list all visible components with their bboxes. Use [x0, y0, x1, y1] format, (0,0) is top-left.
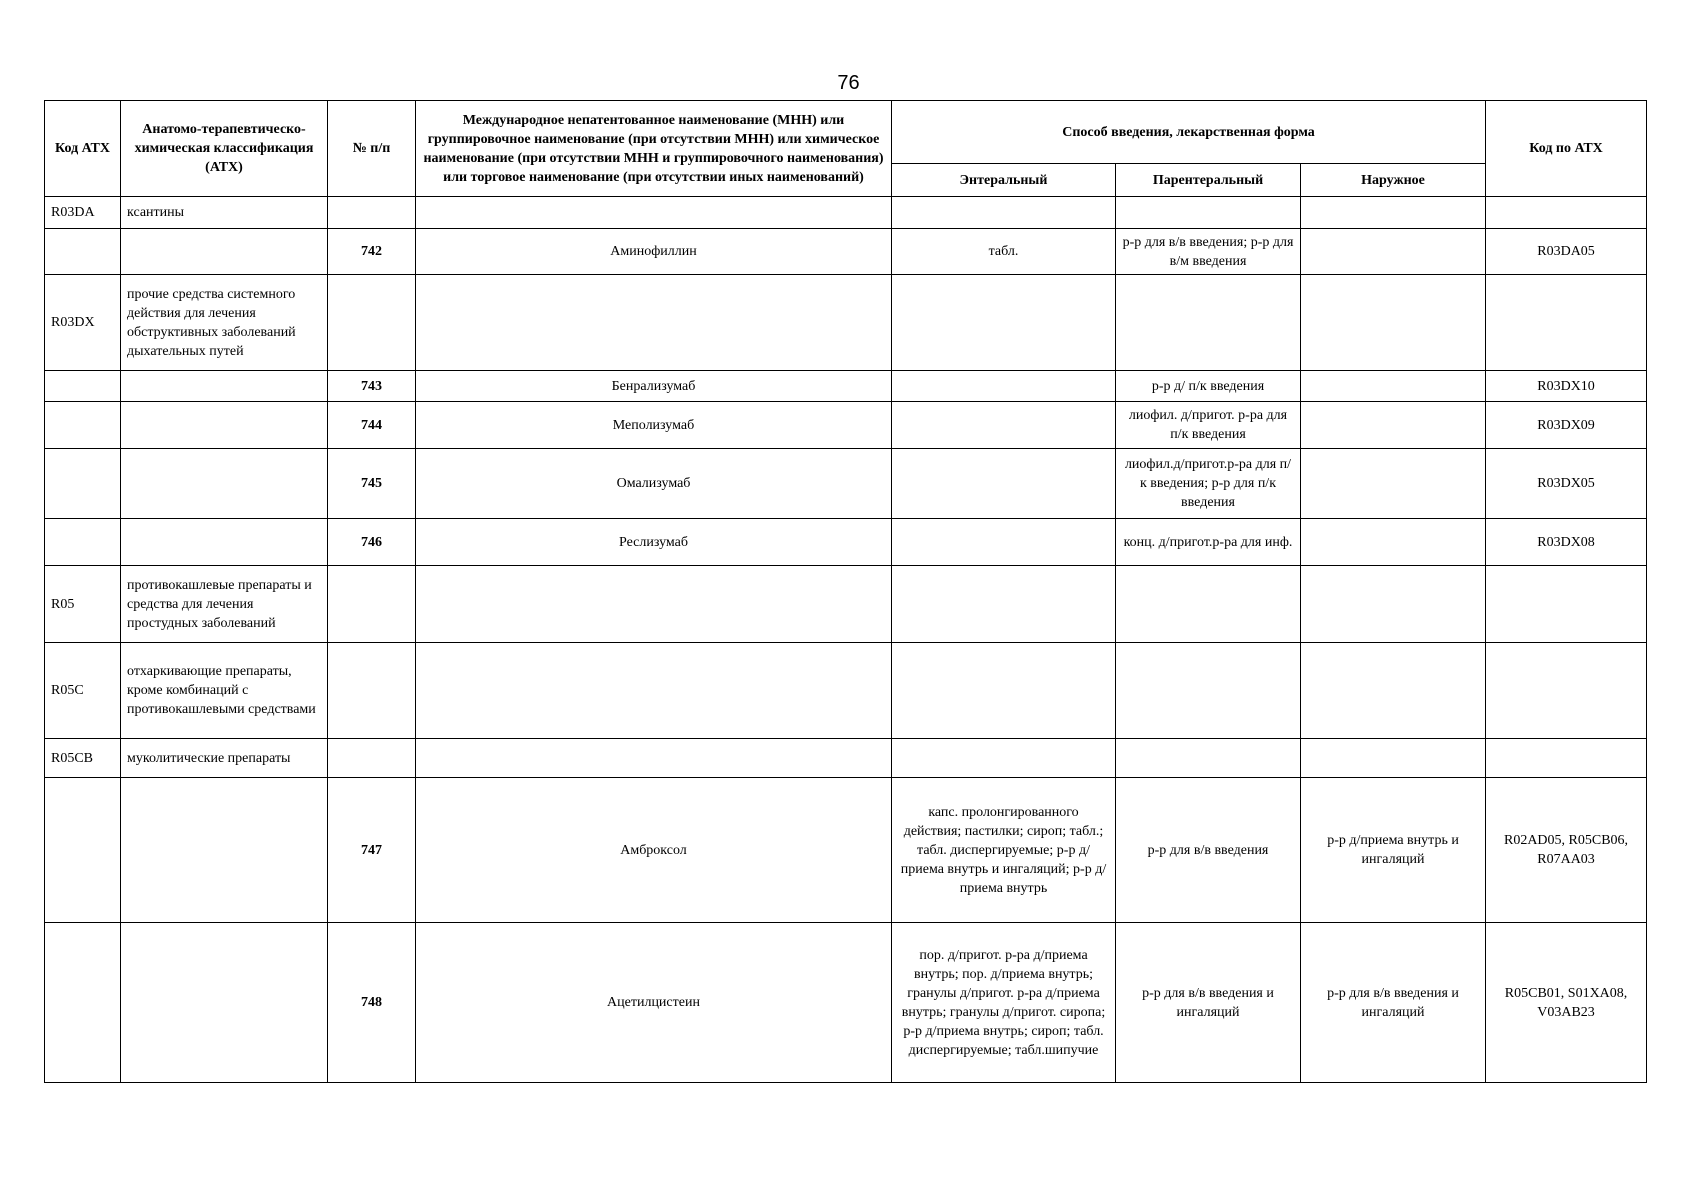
atc-code-cell: [45, 371, 121, 402]
parenteral-cell: р-р д/ п/к введения: [1116, 371, 1301, 402]
number-cell: 747: [328, 778, 416, 923]
number-cell: 748: [328, 923, 416, 1083]
enteral-cell: [892, 739, 1116, 778]
table-row: [45, 371, 1647, 402]
enteral-cell: [892, 449, 1116, 519]
atc-code-cell: [45, 229, 121, 275]
atc-ref-cell: [1486, 275, 1647, 371]
atc-class-cell: муколитические препараты: [121, 739, 328, 778]
table-row: [45, 449, 1647, 519]
drug-name-cell: Ацетилцистеин: [416, 923, 892, 1083]
external-cell: [1301, 519, 1486, 566]
atc-class-cell: [121, 778, 328, 923]
enteral-cell: [892, 566, 1116, 643]
atc-ref-cell: [1486, 643, 1647, 739]
parenteral-cell: конц. д/пригот.р-ра для инф.: [1116, 519, 1301, 566]
external-cell: [1301, 566, 1486, 643]
table-row: [45, 778, 1647, 923]
external-cell: [1301, 643, 1486, 739]
table-row: [45, 197, 1647, 229]
atc-code-cell: [45, 923, 121, 1083]
drug-table: [44, 100, 1647, 1083]
drug-name-cell: Амброксол: [416, 778, 892, 923]
atc-ref-cell: [1486, 739, 1647, 778]
number-cell: [328, 197, 416, 229]
atc-class-cell: прочие средства системного действия для лечения обструктивных заболеваний дыхательных путей: [121, 275, 328, 371]
header-atc-code: Код АТХ: [45, 101, 121, 197]
table-row: [45, 402, 1647, 449]
drug-name-cell: Меполизумаб: [416, 402, 892, 449]
enteral-cell: [892, 519, 1116, 566]
number-cell: 743: [328, 371, 416, 402]
atc-ref-cell: R03DA05: [1486, 229, 1647, 275]
atc-ref-cell: [1486, 566, 1647, 643]
atc-code-cell: [45, 519, 121, 566]
atc-ref-cell: R03DX09: [1486, 402, 1647, 449]
drug-name-cell: [416, 197, 892, 229]
number-cell: [328, 275, 416, 371]
external-cell: [1301, 739, 1486, 778]
atc-code-cell: [45, 449, 121, 519]
number-cell: [328, 643, 416, 739]
table-row: [45, 643, 1647, 739]
atc-ref-cell: R02AD05, R05CB06, R07AA03: [1486, 778, 1647, 923]
table-row: [45, 275, 1647, 371]
atc-class-cell: [121, 923, 328, 1083]
atc-class-cell: отхаркивающие препараты, кроме комбинаций с противокашлевыми средствами: [121, 643, 328, 739]
header-external: Наружное: [1301, 164, 1486, 197]
atc-class-cell: [121, 449, 328, 519]
external-cell: р-р д/приема внутрь и ингаляций: [1301, 778, 1486, 923]
number-cell: [328, 566, 416, 643]
external-cell: [1301, 402, 1486, 449]
table-row: [45, 229, 1647, 275]
external-cell: [1301, 197, 1486, 229]
drug-name-cell: Реслизумаб: [416, 519, 892, 566]
parenteral-cell: р-р для в/в введения и ингаляций: [1116, 923, 1301, 1083]
drug-name-cell: [416, 643, 892, 739]
atc-code-cell: [45, 402, 121, 449]
atc-code-cell: R03DX: [45, 275, 121, 371]
header-parenteral: Парентеральный: [1116, 164, 1301, 197]
enteral-cell: [892, 371, 1116, 402]
drug-name-cell: Омализумаб: [416, 449, 892, 519]
enteral-cell: пор. д/пригот. р-ра д/приема внутрь; пор. д/приема внутрь; гранулы д/пригот. р-ра д/приема внутрь; гранулы д/пригот. сиропа; р-р д/приема внутрь; сироп; табл. диспергируемые; табл.шипучие: [892, 923, 1116, 1083]
external-cell: [1301, 275, 1486, 371]
atc-class-cell: [121, 229, 328, 275]
enteral-cell: табл.: [892, 229, 1116, 275]
table-row: [45, 923, 1647, 1083]
header-enteral: Энтеральный: [892, 164, 1116, 197]
drug-name-cell: [416, 275, 892, 371]
header-atc-code-ref: Код по АТХ: [1486, 101, 1647, 197]
atc-code-cell: R03DA: [45, 197, 121, 229]
drug-name-cell: [416, 566, 892, 643]
parenteral-cell: [1116, 566, 1301, 643]
drug-name-cell: Аминофиллин: [416, 229, 892, 275]
drug-name-cell: [416, 739, 892, 778]
parenteral-cell: [1116, 275, 1301, 371]
header-atc-class: Анатомо-терапевтическо-химическая классификация (АТХ): [121, 101, 328, 197]
parenteral-cell: р-р для в/в введения; р-р для в/м введения: [1116, 229, 1301, 275]
atc-ref-cell: [1486, 197, 1647, 229]
atc-ref-cell: R03DX10: [1486, 371, 1647, 402]
table-body: [45, 197, 1647, 1083]
atc-class-cell: [121, 402, 328, 449]
atc-ref-cell: R03DX08: [1486, 519, 1647, 566]
enteral-cell: [892, 643, 1116, 739]
number-cell: 742: [328, 229, 416, 275]
atc-class-cell: [121, 519, 328, 566]
table-row: [45, 739, 1647, 778]
parenteral-cell: р-р для в/в введения: [1116, 778, 1301, 923]
atc-ref-cell: R03DX05: [1486, 449, 1647, 519]
drug-name-cell: Бенрализумаб: [416, 371, 892, 402]
external-cell: [1301, 449, 1486, 519]
parenteral-cell: лиофил.д/пригот.р-ра для п/к введения; р-р для п/к введения: [1116, 449, 1301, 519]
external-cell: [1301, 229, 1486, 275]
header-name: Международное непатентованное наименование (МНН) или группировочное наименование (при отсутствии МНН) или химическое наименование (при отсутствии МНН и группировочного наименования) или торговое наименование (при отсутствии иных наименований): [416, 101, 892, 197]
atc-code-cell: R05: [45, 566, 121, 643]
header-number: № п/п: [328, 101, 416, 197]
atc-class-cell: ксантины: [121, 197, 328, 229]
number-cell: 745: [328, 449, 416, 519]
atc-class-cell: [121, 371, 328, 402]
number-cell: [328, 739, 416, 778]
enteral-cell: [892, 275, 1116, 371]
atc-code-cell: [45, 778, 121, 923]
header-route: Способ введения, лекарственная форма: [892, 101, 1486, 164]
parenteral-cell: [1116, 739, 1301, 778]
parenteral-cell: лиофил. д/пригот. р-ра для п/к введения: [1116, 402, 1301, 449]
enteral-cell: [892, 402, 1116, 449]
enteral-cell: [892, 197, 1116, 229]
enteral-cell: капс. пролонгированного действия; пастилки; сироп; табл.; табл. диспергируемые; р-р д/приема внутрь и ингаляций; р-р д/приема внутрь: [892, 778, 1116, 923]
external-cell: [1301, 371, 1486, 402]
number-cell: 746: [328, 519, 416, 566]
page-number: 76: [837, 72, 860, 94]
table-row: [45, 519, 1647, 566]
atc-code-cell: R05C: [45, 643, 121, 739]
table-row: [45, 566, 1647, 643]
atc-code-cell: R05CB: [45, 739, 121, 778]
number-cell: 744: [328, 402, 416, 449]
parenteral-cell: [1116, 643, 1301, 739]
parenteral-cell: [1116, 197, 1301, 229]
atc-ref-cell: R05CB01, S01XA08, V03AB23: [1486, 923, 1647, 1083]
atc-class-cell: противокашлевые препараты и средства для лечения простудных заболеваний: [121, 566, 328, 643]
external-cell: р-р для в/в введения и ингаляций: [1301, 923, 1486, 1083]
